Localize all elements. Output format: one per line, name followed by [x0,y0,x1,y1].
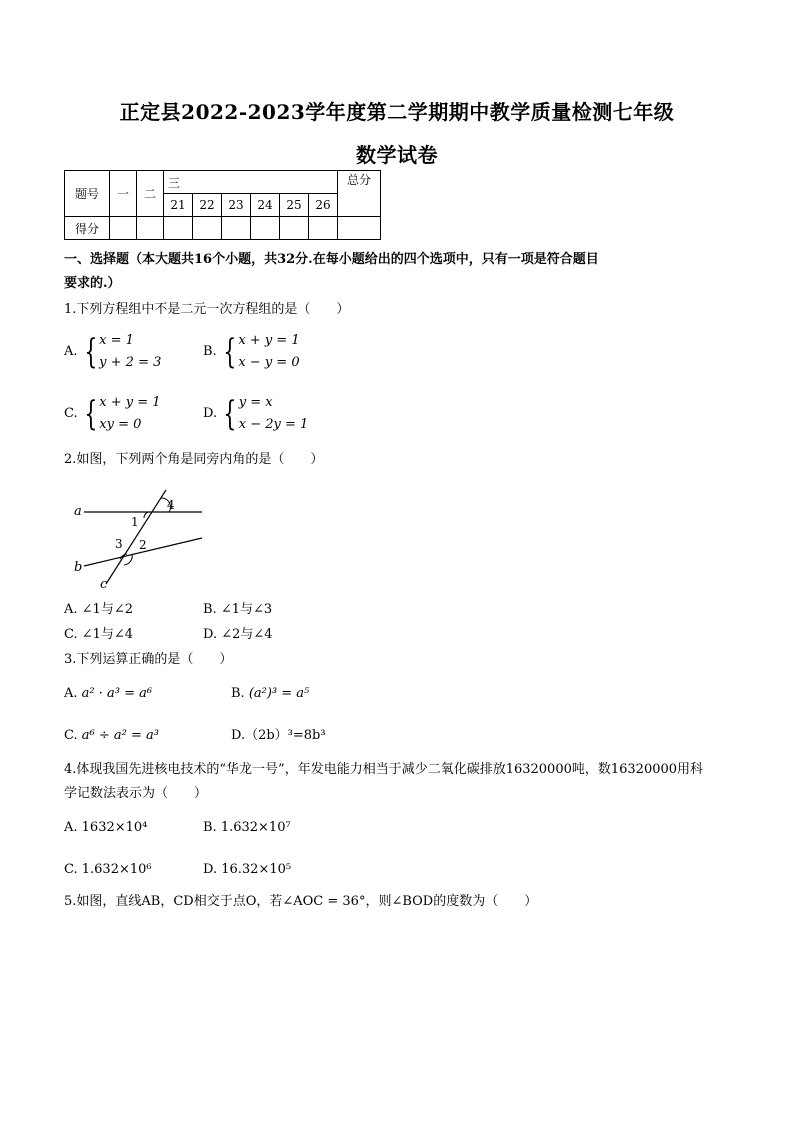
q1-option-a[interactable] [64,330,161,374]
q4-stem-cont: 学记数法表示为（ ） [64,786,208,801]
brace-symbol: { [83,332,97,372]
option-label: A. [64,344,78,359]
equation: x + y = 1 [99,395,161,410]
q5-stem: 5.如图，直线AB，CD相交于点O，若∠AOC = 36°，则∠BOD的度数为（ ） [64,894,538,909]
brace-symbol: { [83,394,97,434]
q4-option-a[interactable]: A. 1632×10⁴ [64,820,148,835]
score-cell[interactable] [110,217,137,240]
equation: x − 2y = 1 [238,417,309,432]
expression: a⁶ ÷ a² = a³ [81,728,159,743]
brace-symbol: { [223,394,237,434]
score-table-subheader-cell: 24 [251,194,280,217]
score-table-subheader-cell: 23 [222,194,251,217]
q4-option-d[interactable]: D. 16.32×10⁵ [203,862,292,877]
q4-option-b[interactable]: B. 1.632×10⁷ [203,820,291,835]
equation: y + 2 = 3 [99,355,162,370]
label-1: 1 [131,515,139,529]
expression: (a²)³ = a⁵ [248,686,310,701]
q4-option-c[interactable]: C. 1.632×10⁶ [64,862,152,877]
q2-stem: 2.如图，下列两个角是同旁内角的是（ ） [64,452,324,467]
q1-stem: 1.下列方程组中不是二元一次方程组的是（ ） [64,302,350,317]
score-table-header-cell: 三 [164,171,338,194]
section1-heading-cont: 要求的.） [64,276,121,291]
option-label: D. [203,406,218,421]
equation: xy = 0 [99,417,142,432]
label-c: c [100,577,108,592]
score-cell[interactable] [222,217,251,240]
equation: x + y = 1 [238,333,300,348]
angle-1-arc [144,512,148,518]
score-cell[interactable] [338,217,381,240]
score-table-subheader-cell: 22 [193,194,222,217]
q1-option-d[interactable] [203,392,308,436]
label-2: 2 [139,538,147,552]
q3-option-a[interactable] [64,684,152,704]
q2-option-a[interactable]: A. ∠1与∠2 [64,602,133,617]
label-b: b [74,560,83,575]
option-label: C. [64,406,78,421]
label-a: a [74,504,82,519]
score-table-header-cell: 二 [137,171,164,217]
option-label: B. [231,686,245,701]
q3-option-b[interactable] [231,684,309,704]
score-table-header-cell: 题号 [65,171,110,217]
option-label: A. [64,686,78,701]
score-cell[interactable] [164,217,193,240]
option-label: C. [64,728,78,743]
score-row-label: 得分 [65,217,110,240]
score-table-subheader-cell: 26 [309,194,338,217]
q2-option-b[interactable]: B. ∠1与∠3 [203,602,273,617]
score-table-header-cell: 总分 [338,171,381,217]
score-table-subheader-cell: 25 [280,194,309,217]
q3-stem: 3.下列运算正确的是（ ） [64,652,233,667]
page-title: 正定县2022-2023学年度第二学期期中教学质量检测七年级 [119,100,675,124]
score-cell[interactable] [280,217,309,240]
q2-figure [64,484,214,594]
score-cell[interactable] [193,217,222,240]
equation: x − y = 0 [238,355,300,370]
brace-symbol: { [223,332,236,372]
score-cell[interactable] [137,217,164,240]
label-4: 4 [167,498,175,512]
q3-option-d[interactable]: D.（2b）³=8b³ [231,728,326,743]
score-table [64,170,381,240]
expression: a² · a³ = a⁶ [81,686,153,701]
page-subtitle: 数学试卷 [356,143,438,167]
q2-option-c[interactable]: C. ∠1与∠4 [64,627,134,642]
q3-option-c[interactable] [64,726,159,746]
q2-option-d[interactable]: D. ∠2与∠4 [203,627,273,642]
label-3: 3 [115,537,123,551]
score-cell[interactable] [309,217,338,240]
score-cell[interactable] [251,217,280,240]
score-table-header-cell: 一 [110,171,137,217]
q4-stem: 4.体现我国先进核电技术的“华龙一号”，年发电能力相当于减少二氧化碳排放16320000吨，数16320000用科 [64,762,704,777]
equation: x = 1 [99,333,134,348]
q1-option-c[interactable] [64,392,161,436]
section1-heading: 一、选择题（本大题共16个小题，共32分.在每小题给出的四个选项中，只有一项是符合题目 [64,252,599,267]
equation: y = x [238,395,273,410]
q1-option-b[interactable] [203,330,300,374]
score-table-subheader-cell: 21 [164,194,193,217]
option-label: B. [203,344,217,359]
